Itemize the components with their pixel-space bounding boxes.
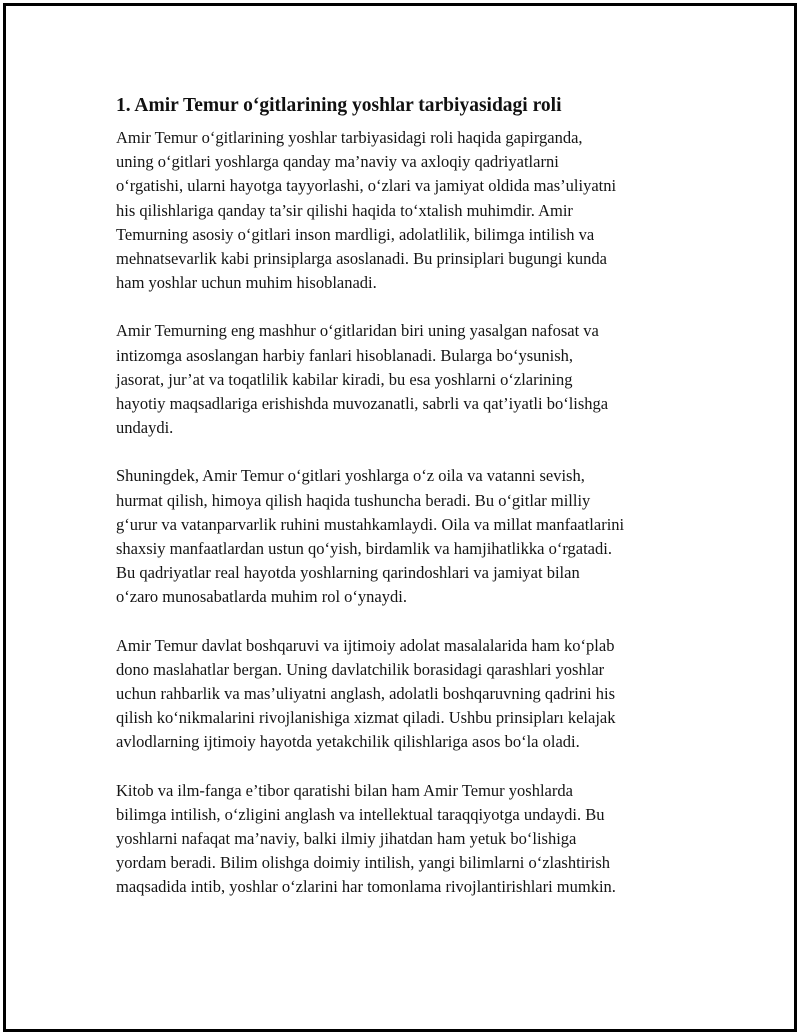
text-line: avlodlarning ijtimoiy hayotda yetakchilik qilishlariga asos bo‘la oladi. (116, 732, 580, 752)
text-line: Amir Temurning eng mashhur o‘gitlaridan biri uning yasalgan nafosat va (116, 321, 599, 341)
text-line: g‘urur va vatanparvarlik ruhini mustahkamlaydi. Oila va millat manfaatlarini (116, 514, 625, 534)
paragraph-2 (116, 319, 696, 440)
paragraph-5 (116, 779, 696, 900)
text-line: yoshlarni nafaqat ma’naviy, balki ilmiy jihatdan ham yetuk bo‘lishiga (116, 829, 577, 849)
text-line: o‘rgatishi, ularni hayotga tayyorlashi, o‘zlari va jamiyat oldida mas’uliyatni (116, 176, 617, 196)
text-line: Shuningdek, Amir Temur o‘gitlari yoshlarga o‘z oila va vatanni sevish, (116, 466, 585, 486)
text-line: jasorat, jur’at va toqatlilik kabilar kiradi, bu esa yoshlarni o‘zlarining (116, 369, 573, 389)
text-line: Kitob va ilm-fanga e’tibor qaratishi bilan ham Amir Temur yoshlarda (116, 780, 573, 800)
text-line: mehnatsevarlik kabi prinsiplarga asoslanadi. Bu prinsiplari bugungi kunda (116, 249, 607, 269)
text-line: qilish ko‘nikmalarini rivojlanishiga xizmat qiladi. Ushbu prinsipları kelajak (116, 708, 616, 728)
text-line: Amir Temur davlat boshqaruvi va ijtimoiy adolat masalalarida ham ko‘plab (116, 635, 615, 655)
text-line: o‘zaro munosabatlarda muhim rol o‘ynaydi. (116, 587, 407, 607)
document-body (116, 94, 696, 924)
text-line: his qilishlariga qanday ta’sir qilishi haqida to‘xtalish muhimdir. Amir (116, 200, 573, 220)
text-line: hurmat qilish, himoya qilish haqida tushuncha beradi. Bu o‘gitlar milliy (116, 490, 591, 510)
text-line: ham yoshlar uchun muhim hisoblanadi. (116, 273, 377, 293)
text-line: dono maslahatlar bergan. Uning davlatchilik borasidagi qarashlari yoshlar (116, 659, 605, 679)
section-heading: 1. Amir Temur o‘gitlarining yoshlar tarbiyasidagi roli (116, 95, 562, 116)
text-line: yordam beradi. Bilim olishga doimiy intilish, yangi bilimlarni o‘zlashtirish (116, 853, 611, 873)
text-line: bilimga intilish, o‘zligini anglash va intellektual taraqqiyotga undaydi. Bu (116, 804, 605, 824)
paragraph-4 (116, 634, 696, 755)
text-line: Bu qadriyatlar real hayotda yoshlarning qarindoshlari va jamiyat bilan (116, 563, 580, 583)
text-line: hayotiy maqsadlariga erishishda muvozanatli, sabrli va qat’iyatli bo‘lishga (116, 394, 609, 414)
text-line: uning o‘gitlari yoshlarga qanday ma’naviy va axloqiy qadriyatlarni (116, 152, 559, 172)
text-line: uchun rahbarlik va mas’uliyatni anglash, adolatli boshqaruvning qadrini his (116, 684, 616, 704)
text-line: intizomga asoslangan harbiy fanlari hisoblanadi. Bularga bo‘ysunish, (116, 345, 574, 365)
text-line: shaxsiy manfaatlardan ustun qo‘yish, birdamlik va hamjihatlikka o‘rgatadi. (116, 539, 612, 559)
paragraph-1 (116, 126, 696, 295)
text-line: Temurning asosiy o‘gitlari inson mardligi, adolatlilik, bilimga intilish va (116, 224, 595, 244)
text-line: Amir Temur o‘gitlarining yoshlar tarbiyasidagi roli haqida gapirganda, (116, 128, 583, 147)
paragraph-3 (116, 464, 696, 609)
text-line: undaydi. (116, 418, 174, 438)
text-line: maqsadida intib, yoshlar o‘zlarini har tomonlama rivojlantirishlari mumkin. (116, 877, 616, 897)
